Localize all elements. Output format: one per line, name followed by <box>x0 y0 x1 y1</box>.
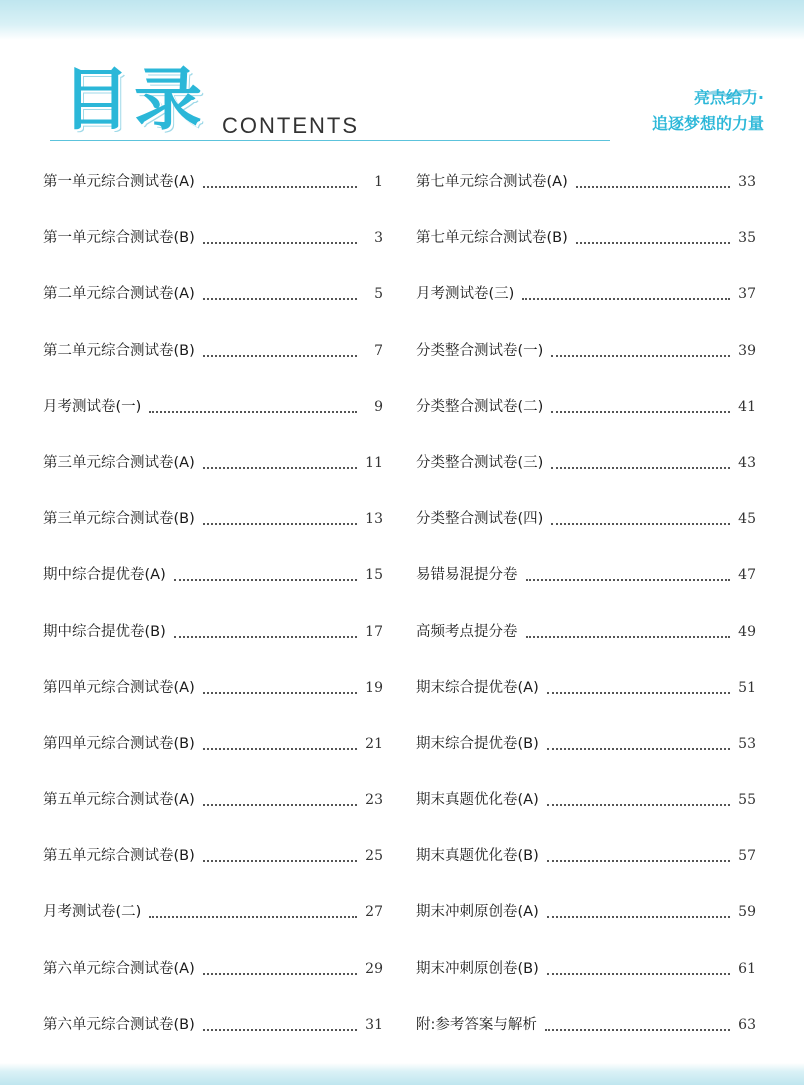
dot-leader <box>203 1011 357 1031</box>
toc-entry-page-number: 27 <box>365 904 383 921</box>
toc-entry-page-number: 61 <box>738 960 756 977</box>
page-title: 目录 <box>62 61 207 140</box>
toc-entry-title: 期中综合提优卷(B) <box>43 623 166 640</box>
dot-leader <box>203 674 357 694</box>
toc-entry[interactable] <box>43 337 383 393</box>
toc-entry[interactable] <box>416 786 756 842</box>
toc-entry-page-number: 11 <box>365 454 383 471</box>
toc-entry-page-number: 13 <box>365 511 383 528</box>
toc-entry-title: 第三单元综合测试卷(A) <box>43 454 195 471</box>
toc-entry-title: 期末冲刺原创卷(A) <box>416 904 539 921</box>
dot-leader <box>522 280 730 300</box>
toc-entry-page-number: 33 <box>738 174 756 190</box>
dot-leader <box>545 1011 730 1031</box>
toc-entry-page-number: 9 <box>374 398 383 415</box>
toc-entry[interactable] <box>416 955 756 1011</box>
toc-entry-title: 分类整合测试卷(四) <box>416 511 544 528</box>
toc-entry[interactable] <box>43 674 383 730</box>
dot-leader <box>547 842 730 862</box>
toc-entry[interactable] <box>416 842 756 898</box>
dot-leader <box>526 561 731 581</box>
dot-leader <box>174 618 357 638</box>
toc-entry-title: 第二单元综合测试卷(B) <box>43 342 195 359</box>
toc-entry[interactable] <box>43 618 383 674</box>
toc-entry[interactable] <box>416 898 756 954</box>
toc-entry-title: 期末真题优化卷(A) <box>416 792 539 809</box>
toc-entry-page-number: 31 <box>365 1016 383 1033</box>
dot-leader <box>551 393 730 413</box>
toc-entry-page-number: 19 <box>365 679 383 696</box>
toc-entry-page-number: 15 <box>365 567 383 584</box>
dot-leader <box>547 730 730 750</box>
toc-entry[interactable] <box>43 955 383 1011</box>
toc-entry[interactable] <box>416 561 756 617</box>
toc-entry-title: 附:参考答案与解析 <box>416 1016 537 1033</box>
toc-entry-page-number: 17 <box>365 623 383 640</box>
toc-entry-page-number: 3 <box>374 230 383 247</box>
dot-leader <box>547 674 730 694</box>
toc-entry-title: 月考测试卷(一) <box>43 398 142 415</box>
toc-entry[interactable] <box>416 393 756 449</box>
toc-entry-title: 分类整合测试卷(二) <box>416 398 544 415</box>
dot-leader <box>551 337 730 357</box>
dot-leader <box>203 842 357 862</box>
toc-entry-page-number: 5 <box>374 286 383 303</box>
toc-entry[interactable] <box>416 449 756 505</box>
toc-entry[interactable] <box>43 280 383 336</box>
top-decorative-band <box>0 0 804 40</box>
toc-entry[interactable] <box>416 674 756 730</box>
dot-leader <box>526 618 731 638</box>
toc-entry-title: 期中综合提优卷(A) <box>43 567 166 584</box>
toc-entry-page-number: 63 <box>738 1016 756 1033</box>
dot-leader <box>203 449 357 469</box>
toc-entry-page-number: 25 <box>365 848 383 865</box>
toc-entry[interactable] <box>416 618 756 674</box>
toc-entry-page-number: 59 <box>738 904 756 921</box>
toc-entry-page-number: 21 <box>365 735 383 752</box>
toc-entry-page-number: 55 <box>738 792 756 809</box>
toc-entry[interactable] <box>43 561 383 617</box>
dot-leader <box>203 786 357 806</box>
dot-leader <box>576 224 730 244</box>
toc-entry-title: 分类整合测试卷(一) <box>416 342 544 359</box>
toc-entry-title: 第七单元综合测试卷(B) <box>416 230 568 247</box>
toc-entry-page-number: 37 <box>738 286 756 303</box>
dot-leader <box>149 393 357 413</box>
toc-entry[interactable] <box>43 898 383 954</box>
toc-entry-title: 第五单元综合测试卷(B) <box>43 848 195 865</box>
toc-entry-page-number: 57 <box>738 848 756 865</box>
toc-entry-page-number: 41 <box>738 398 756 415</box>
slogan-line-1: 亮点给力· <box>693 88 764 107</box>
toc-left-column <box>43 168 383 1067</box>
toc-entry-page-number: 23 <box>365 792 383 809</box>
dot-leader <box>576 168 730 188</box>
toc-entry-title: 高频考点提分卷 <box>416 623 518 640</box>
toc-entry-page-number: 1 <box>374 174 383 190</box>
dot-leader <box>547 955 730 975</box>
toc-entry-title: 第七单元综合测试卷(A) <box>416 174 568 190</box>
slogan <box>652 85 764 137</box>
dot-leader <box>203 168 357 188</box>
page-title-english: CONTENTS <box>222 113 359 138</box>
toc-entry-page-number: 35 <box>738 230 756 247</box>
dot-leader <box>149 898 357 918</box>
toc-entry-title: 期末综合提优卷(A) <box>416 679 539 696</box>
dot-leader <box>551 449 730 469</box>
toc-entry-title: 期末综合提优卷(B) <box>416 735 539 752</box>
toc-entry[interactable] <box>416 168 756 224</box>
dot-leader <box>203 337 357 357</box>
dot-leader <box>547 786 730 806</box>
dot-leader <box>203 280 357 300</box>
dot-leader <box>203 955 357 975</box>
toc-entry[interactable] <box>416 337 756 393</box>
toc-entry[interactable] <box>43 786 383 842</box>
toc-entry-title: 分类整合测试卷(三) <box>416 454 544 471</box>
toc-entry-title: 易错易混提分卷 <box>416 567 518 584</box>
toc-entry-title: 第六单元综合测试卷(B) <box>43 1016 195 1033</box>
toc-entry[interactable] <box>43 842 383 898</box>
dot-leader <box>203 730 357 750</box>
bottom-decorative-band <box>0 1063 804 1085</box>
toc-entry[interactable] <box>43 505 383 561</box>
toc-entry-page-number: 47 <box>738 567 756 584</box>
page-header <box>0 55 804 155</box>
header-divider <box>50 140 610 141</box>
toc-entry-title: 第一单元综合测试卷(A) <box>43 174 195 190</box>
dot-leader <box>174 561 357 581</box>
toc-entry-title: 第二单元综合测试卷(A) <box>43 286 195 303</box>
toc-entry[interactable] <box>416 280 756 336</box>
toc-entry[interactable] <box>43 224 383 280</box>
toc-entry-title: 第三单元综合测试卷(B) <box>43 511 195 528</box>
dot-leader <box>203 505 357 525</box>
toc-entry-title: 第五单元综合测试卷(A) <box>43 792 195 809</box>
toc-entry-page-number: 49 <box>738 623 756 640</box>
toc-entry-title: 第六单元综合测试卷(A) <box>43 960 195 977</box>
toc-entry[interactable] <box>416 730 756 786</box>
toc-entry[interactable] <box>43 730 383 786</box>
toc-entry[interactable] <box>416 224 756 280</box>
dot-leader <box>203 224 357 244</box>
toc-entry-title: 期末真题优化卷(B) <box>416 848 539 865</box>
toc-entry[interactable] <box>43 1011 383 1067</box>
dot-leader <box>551 505 730 525</box>
toc-entry-page-number: 45 <box>738 511 756 528</box>
toc-right-column <box>416 168 756 1067</box>
toc-entry-page-number: 53 <box>738 735 756 752</box>
toc-entry-title: 月考测试卷(三) <box>416 286 515 303</box>
toc-entry-page-number: 43 <box>738 454 756 471</box>
dot-leader <box>547 898 730 918</box>
toc-entry-title: 月考测试卷(二) <box>43 904 142 921</box>
toc-entry-title: 期末冲刺原创卷(B) <box>416 960 539 977</box>
toc-entry[interactable] <box>43 449 383 505</box>
toc-entry-title: 第一单元综合测试卷(B) <box>43 230 195 247</box>
toc-entry-page-number: 7 <box>374 342 383 359</box>
toc-entry[interactable] <box>416 505 756 561</box>
toc-entry-page-number: 29 <box>365 960 383 977</box>
toc-entry[interactable] <box>416 1011 756 1067</box>
toc-entry[interactable] <box>43 168 383 224</box>
toc-entry-title: 第四单元综合测试卷(B) <box>43 735 195 752</box>
toc-entry[interactable] <box>43 393 383 449</box>
slogan-line-2: 追逐梦想的力量 <box>651 114 764 133</box>
toc-entry-title: 第四单元综合测试卷(A) <box>43 679 195 696</box>
toc-entry-page-number: 51 <box>738 679 756 696</box>
toc-entry-page-number: 39 <box>738 342 756 359</box>
